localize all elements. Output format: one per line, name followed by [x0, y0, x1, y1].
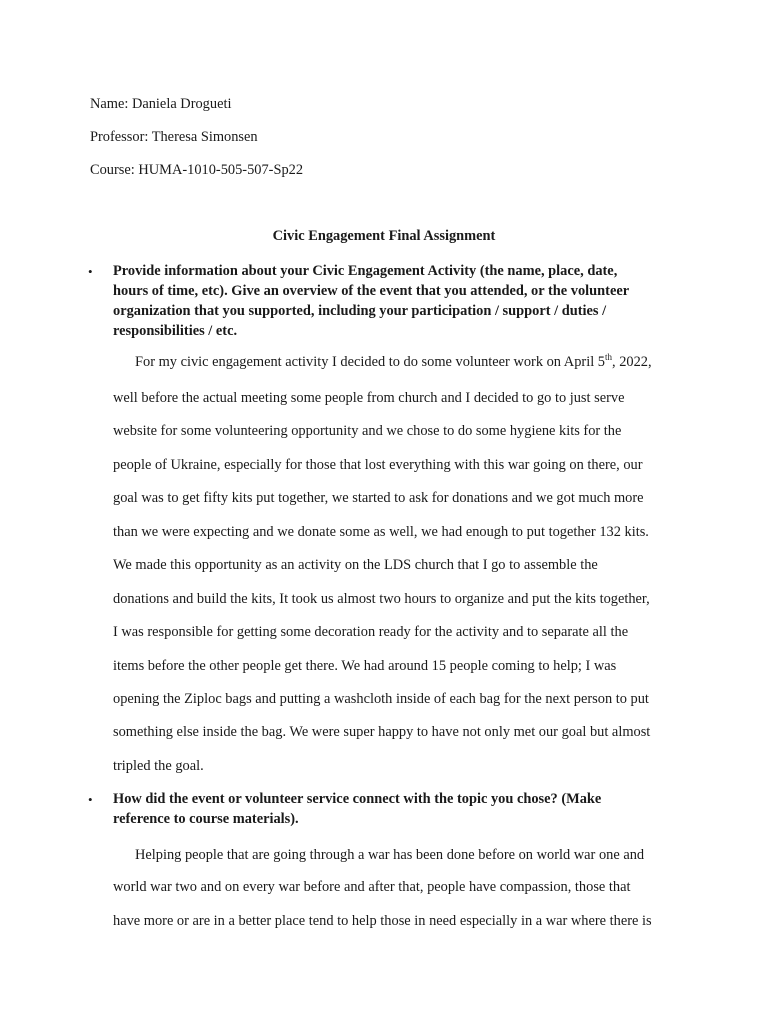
- question-1: [113, 261, 688, 341]
- answer-1-line: items before the other people get there. We had around 15 people coming to help; I was: [113, 658, 617, 674]
- answer-1-line: tripled the goal.: [113, 758, 204, 774]
- assignment-title: Civic Engagement Final Assignment: [272, 228, 496, 244]
- answer-1-line: donations and build the kits, It took us almost two hours to organize and put the kits together,: [113, 591, 650, 607]
- answer-1-line: website for some volunteering opportunity and we chose to do some hygiene kits for the: [113, 423, 622, 439]
- answer-1-line: We made this opportunity as an activity on the LDS church that I go to assemble the: [113, 557, 598, 573]
- answer-2-line: have more or are in a better place tend to help those in need especially in a war where there is: [113, 913, 652, 929]
- answer-1-line: something else inside the bag. We were super happy to have not only met our goal but almost: [113, 724, 651, 740]
- question-1-line: Provide information about your Civic Engagement Activity (the name, place, date,: [113, 263, 618, 279]
- question-2-line: reference to course materials).: [113, 811, 299, 827]
- student-name: Name: Daniela Drogueti: [90, 96, 232, 112]
- answer-1-line: opening the Ziploc bags and putting a washcloth inside of each bag for the next person to put: [113, 691, 649, 707]
- answer-2-line: world war two and on every war before and after that, people have compassion, those that: [113, 879, 631, 895]
- question-1-line: organization that you supported, including your participation / support / duties /: [113, 303, 607, 319]
- answer-1-first-line: For my civic engagement activity I decided to do some volunteer work on April 5th, 2022,: [135, 352, 652, 370]
- course-code: Course: HUMA-1010-505-507-Sp22: [90, 162, 304, 178]
- bullet-point-2: •: [88, 792, 93, 807]
- answer-2-line: Helping people that are going through a war has been done before on world war one and: [135, 847, 645, 863]
- answer-1-line: well before the actual meeting some people from church and I decided to go to just serve: [113, 390, 625, 406]
- answer-1-line: people of Ukraine, especially for those that lost everything with this war going on there, our: [113, 457, 643, 473]
- bullet-point-1: •: [88, 264, 93, 279]
- question-2: [113, 789, 688, 829]
- answer-1-line: than we were expecting and we donate some as well, we had enough to put together 132 kits.: [113, 524, 649, 540]
- question-1-line: responsibilities / etc.: [113, 323, 238, 339]
- professor-name: Professor: Theresa Simonsen: [90, 129, 258, 145]
- answer-1-line: goal was to get fifty kits put together, we started to ask for donations and we got much more: [113, 490, 644, 506]
- question-2-line: How did the event or volunteer service connect with the topic you chose? (Make: [113, 791, 602, 807]
- answer-1-line: I was responsible for getting some decoration ready for the activity and to separate all the: [113, 624, 629, 640]
- question-1-line: hours of time, etc). Give an overview of the event that you attended, or the volunteer: [113, 283, 630, 299]
